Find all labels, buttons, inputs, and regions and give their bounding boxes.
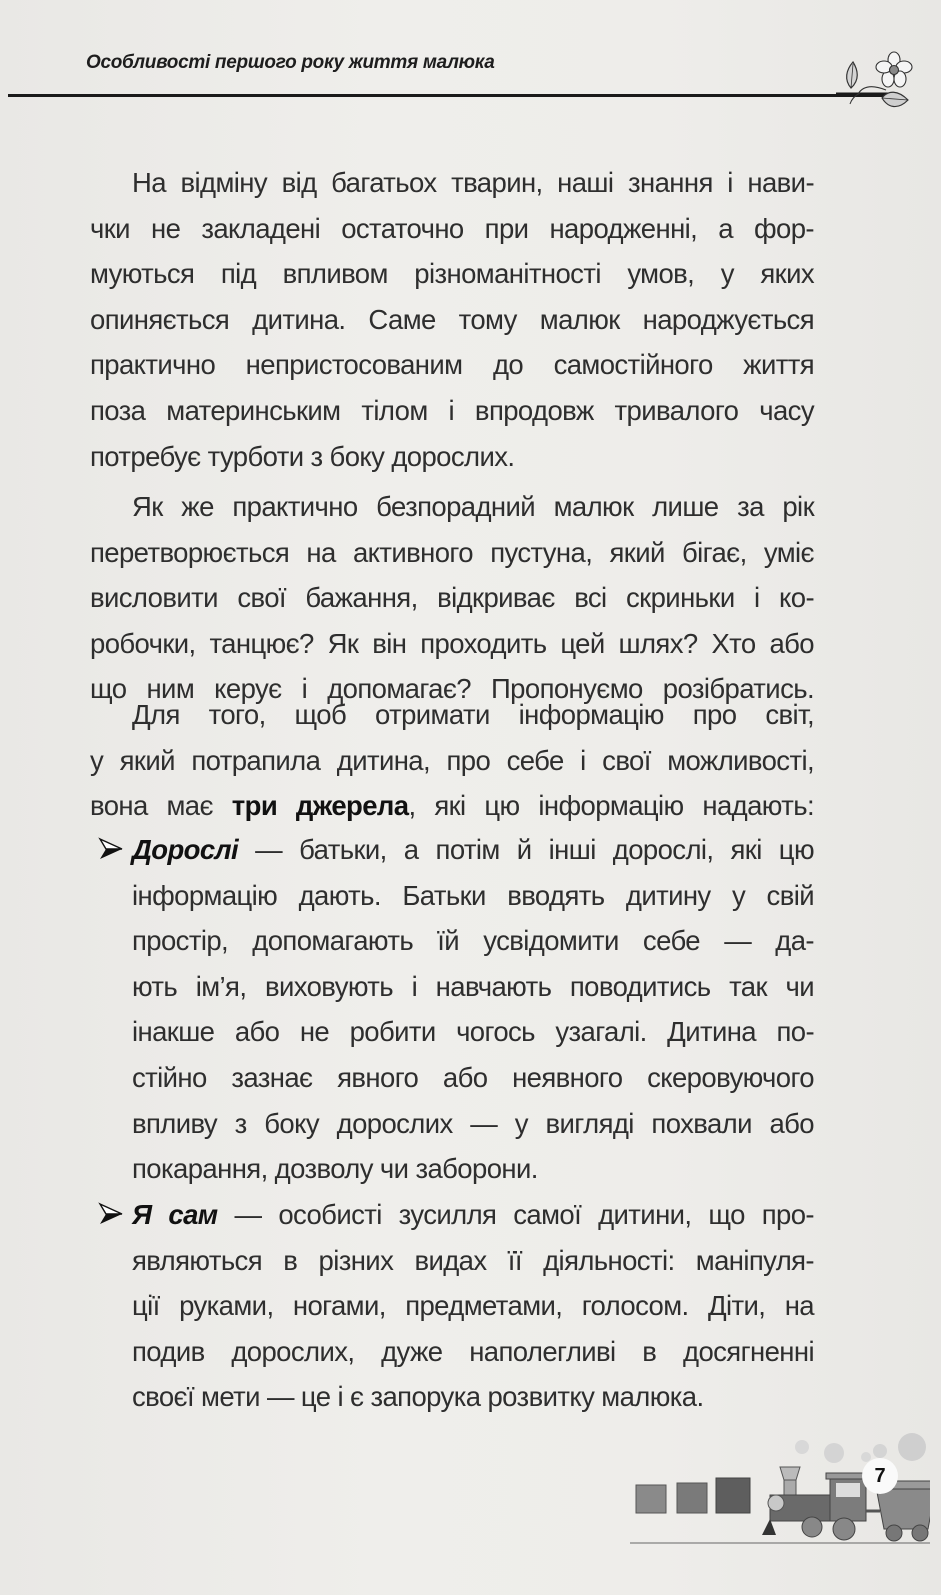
text-run: — особисті зусилля самої дитини, що про-	[217, 1199, 814, 1230]
text-run: вона має	[90, 790, 232, 822]
running-head-title: Особливості першого року життя малюка	[86, 52, 495, 73]
text-line: практично непристосованим до самостійного життя	[90, 349, 814, 381]
text-line: муються під впливом різноманітності умов, у яких	[90, 258, 814, 290]
text-line: потребує турботи з боку дорослих.	[90, 440, 515, 472]
paragraph-1	[90, 160, 814, 479]
text-line: чки не закладені остаточно при народженні, а фор-	[90, 212, 814, 244]
text-line: робочки, танцює? Як він проходить цей шлях? Хто або	[90, 627, 814, 659]
text-line: Як же практично безпорадний малюк лише за рік	[132, 491, 814, 522]
text-line: впливу з боку дорослих — у вигляді похвали або	[132, 1107, 814, 1139]
bullet-text	[132, 827, 814, 1192]
paragraph-3	[90, 692, 814, 829]
text-line: висловити свої бажання, відкриває всі скриньки і ко-	[90, 582, 814, 614]
text-line: покарання, дозволу чи заборони.	[132, 1153, 538, 1185]
text-line	[132, 1192, 814, 1238]
text-line: подив дорослих, дуже наполегливі в досягненні	[132, 1335, 814, 1367]
text-run: , які цю інформацію надають:	[408, 790, 814, 822]
text-line: своєї мети — це і є запорука розвитку малюка.	[132, 1381, 704, 1413]
arrow-bullet-icon	[98, 1202, 124, 1226]
header-rule	[8, 94, 888, 97]
flower-ornament-icon	[836, 48, 916, 118]
page-number: 7	[862, 1458, 898, 1494]
text-line: інакше або не робити чогось узагалі. Дитина по-	[132, 1016, 814, 1048]
text-line: На відміну від багатьох тварин, наші знання і нави-	[132, 167, 814, 198]
bullet-term: Я сам	[132, 1199, 218, 1230]
text-line: опиняється дитина. Саме тому малюк народжується	[90, 303, 814, 335]
paragraph-2	[90, 484, 814, 712]
text-run: — батьки, а потім й інші дорослі, які цю	[238, 834, 814, 865]
text-line: інформацію дають. Батьки вводять дитину у свій	[132, 879, 814, 911]
bullet-text	[132, 1192, 814, 1420]
arrow-bullet-icon	[98, 837, 124, 861]
text-line	[132, 827, 814, 873]
bullet-term: Дорослі	[132, 834, 239, 865]
text-line: Для того, щоб отримати інформацію про світ,	[132, 699, 814, 730]
text-line: ють ім’я, виховують і навчають поводитись так чи	[132, 970, 814, 1002]
text-line: стійно зазнає явного або неявного скеровуючого	[132, 1061, 814, 1093]
text-line: поза материнським тілом і впродовж тривалого часу	[90, 394, 814, 426]
emphasis-three-sources: три джерела	[231, 790, 409, 822]
text-line: що ним керує і допомагає? Пропонуємо розібратись.	[90, 673, 814, 705]
text-line: ції руками, ногами, предметами, голосом. Діти, на	[132, 1290, 814, 1322]
text-line: у який потрапила дитина, про себе і свої можливості,	[90, 744, 814, 776]
text-line: простір, допомагають їй усвідомити себе — да-	[132, 925, 814, 957]
text-line	[90, 783, 814, 829]
text-line: являються в різних видах її діяльності: маніпуля-	[132, 1244, 814, 1276]
text-line: перетворюється на активного пустуна, який бігає, уміє	[90, 536, 814, 568]
